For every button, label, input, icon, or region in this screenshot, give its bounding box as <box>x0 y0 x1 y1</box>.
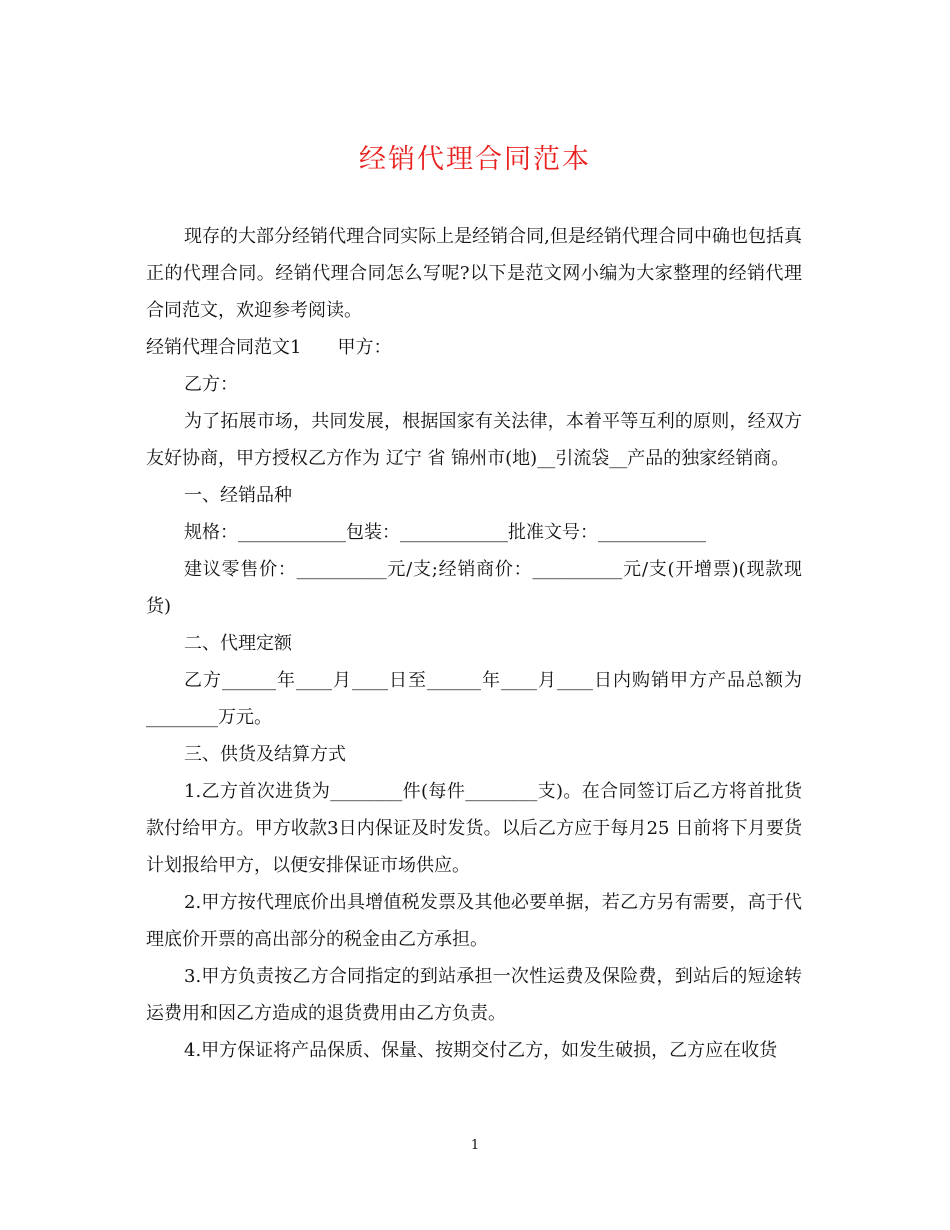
clause-2: 2.甲方按代理底价出具增值税发票及其他必要单据，若乙方另有需要，高于代理底价开票的高出部分的税金由乙方承担。 <box>146 892 802 950</box>
section-heading-products: 一、经销品种 <box>184 485 292 506</box>
document-title: 经销代理合同范本 <box>359 144 591 175</box>
authorization-paragraph: 为了拓展市场，共同发展，根据国家有关法律，本着平等互利的原则，经双方友好协商，甲方授权乙方作为 辽宁 省 锦州市(地)__引流袋__产品的独家经销商。 <box>146 411 802 469</box>
clause-3: 3.甲方负责按乙方合同指定的到站承担一次性运费及保险费，到站后的短途转运费用和因乙方造成的退货费用由乙方负责。 <box>146 966 802 1024</box>
document-body <box>146 218 802 1069</box>
spec-line: 规格：____________包装：____________批准文号：____________ <box>184 522 706 543</box>
section-heading-supply: 三、供货及结算方式 <box>184 744 346 765</box>
quota-line: 乙方______年____月____日至______年____月____日内购销甲方产品总额为________万元。 <box>146 670 802 728</box>
clause-1: 1.乙方首次进货为________件(每件________支)。在合同签订后乙方将首批货款付给甲方。甲方收款3日内保证及时发货。以后乙方应于每月25 日前将下月要货计划报给甲方，以便安排保证市场供应。 <box>146 781 802 876</box>
price-line: 建议零售价：__________元/支;经销商价：__________元/支(开增票)(现款现货) <box>146 559 802 617</box>
section-heading-quota: 二、代理定额 <box>184 633 292 654</box>
clause-4: 4.甲方保证将产品保质、保量、按期交付乙方，如发生破损，乙方应在收货 <box>184 1040 778 1061</box>
intro-paragraph: 现存的大部分经销代理合同实际上是经销合同,但是经销代理合同中确也包括真正的代理合同。经销代理合同怎么写呢?以下是范文网小编为大家整理的经销代理合同范文，欢迎参考阅读。 <box>146 226 802 321</box>
party-a-line: 经销代理合同范文1 甲方： <box>146 337 392 358</box>
page-number: 1 <box>470 1138 480 1153</box>
party-b-line: 乙方： <box>184 374 238 395</box>
